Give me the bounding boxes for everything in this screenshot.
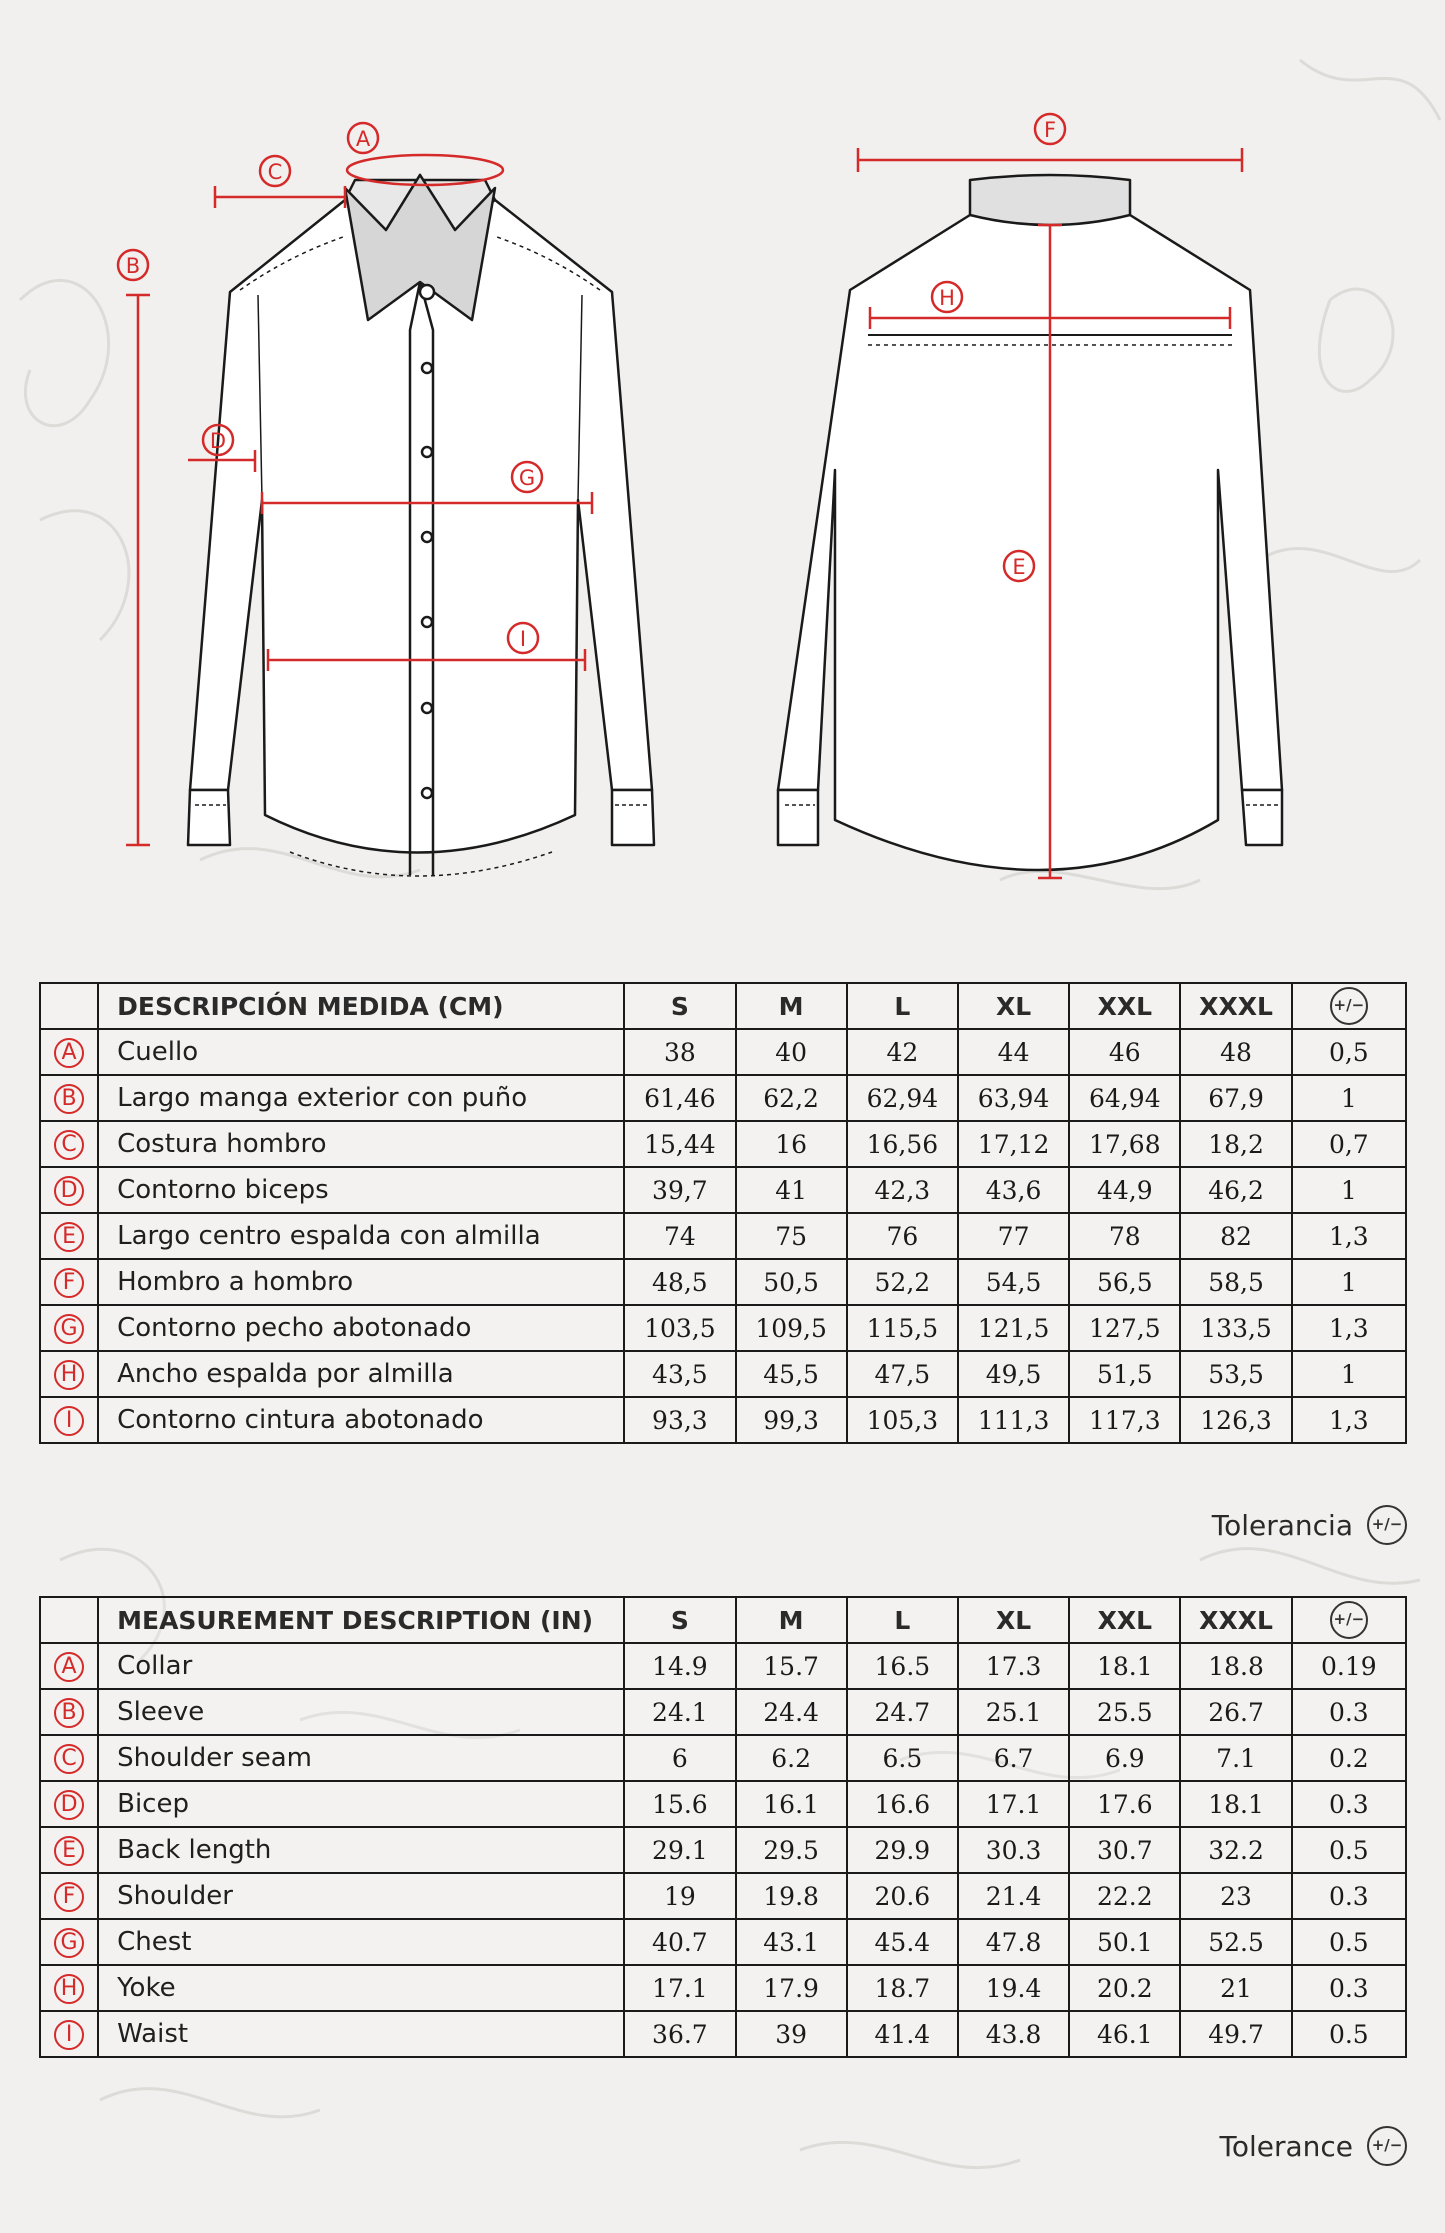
size-value-cell: 45,5 xyxy=(736,1351,847,1397)
size-value-cell: 58,5 xyxy=(1180,1259,1291,1305)
shirt-front-drawing xyxy=(188,175,654,876)
size-value-cell: 93,3 xyxy=(624,1397,735,1443)
table-row xyxy=(40,2011,1406,2057)
size-value-cell: 32.2 xyxy=(1180,1827,1291,1873)
measurement-description: Hombro a hombro xyxy=(98,1259,624,1305)
plus-minus-icon: +/− xyxy=(1330,1601,1368,1639)
tolerance-label: Tolerancia xyxy=(1211,1508,1353,1542)
size-value-cell: 47.8 xyxy=(958,1919,1069,1965)
row-letter-cell xyxy=(40,1213,98,1259)
tolerance-value-cell: 0.5 xyxy=(1292,2011,1406,2057)
header-size: XL xyxy=(958,983,1069,1029)
size-value-cell: 6.2 xyxy=(736,1735,847,1781)
measurement-letter-badge: D xyxy=(54,1176,84,1206)
row-letter-cell xyxy=(40,1827,98,1873)
size-value-cell: 16.1 xyxy=(736,1781,847,1827)
size-value-cell: 56,5 xyxy=(1069,1259,1180,1305)
size-value-cell: 20.6 xyxy=(847,1873,958,1919)
table-row xyxy=(40,1965,1406,2011)
tolerance-value-cell: 1 xyxy=(1292,1351,1406,1397)
table-header-row xyxy=(40,1597,1406,1643)
measurement-description: Chest xyxy=(98,1919,624,1965)
header-size: XL xyxy=(958,1597,1069,1643)
size-value-cell: 20.2 xyxy=(1069,1965,1180,2011)
tolerance-value-cell: 0.5 xyxy=(1292,1919,1406,1965)
measurement-letter-badge: A xyxy=(54,1652,84,1682)
size-value-cell: 46.1 xyxy=(1069,2011,1180,2057)
header-description: DESCRIPCIÓN MEDIDA (CM) xyxy=(98,983,624,1029)
tolerance-value-cell: 1 xyxy=(1292,1167,1406,1213)
table-row xyxy=(40,1397,1406,1443)
size-value-cell: 77 xyxy=(958,1213,1069,1259)
size-value-cell: 111,3 xyxy=(958,1397,1069,1443)
table-row xyxy=(40,1689,1406,1735)
measurement-letter-badge: H xyxy=(54,1360,84,1390)
size-value-cell: 17.9 xyxy=(736,1965,847,2011)
svg-text:B: B xyxy=(125,254,141,278)
size-value-cell: 24.1 xyxy=(624,1689,735,1735)
size-value-cell: 42 xyxy=(847,1029,958,1075)
size-value-cell: 49,5 xyxy=(958,1351,1069,1397)
row-letter-cell xyxy=(40,1029,98,1075)
label-c-badge xyxy=(260,156,290,186)
measurement-letter-badge: F xyxy=(54,1882,84,1912)
size-value-cell: 29.5 xyxy=(736,1827,847,1873)
header-size: L xyxy=(847,1597,958,1643)
size-value-cell: 23 xyxy=(1180,1873,1291,1919)
shirt-diagrams xyxy=(0,0,1445,900)
tolerance-value-cell: 0,7 xyxy=(1292,1121,1406,1167)
shirt-back-drawing xyxy=(778,175,1282,870)
size-value-cell: 50.1 xyxy=(1069,1919,1180,1965)
size-value-cell: 24.4 xyxy=(736,1689,847,1735)
header-size: XXL xyxy=(1069,1597,1180,1643)
tolerance-value-cell: 1 xyxy=(1292,1075,1406,1121)
size-value-cell: 115,5 xyxy=(847,1305,958,1351)
size-value-cell: 76 xyxy=(847,1213,958,1259)
header-size: XXXL xyxy=(1180,1597,1291,1643)
size-value-cell: 78 xyxy=(1069,1213,1180,1259)
header-size: XXL xyxy=(1069,983,1180,1029)
table-row xyxy=(40,1167,1406,1213)
size-value-cell: 17.6 xyxy=(1069,1781,1180,1827)
row-letter-cell xyxy=(40,1643,98,1689)
header-size: XXXL xyxy=(1180,983,1291,1029)
svg-text:C: C xyxy=(267,160,283,184)
size-value-cell: 15.7 xyxy=(736,1643,847,1689)
svg-text:G: G xyxy=(518,466,536,490)
size-value-cell: 43,6 xyxy=(958,1167,1069,1213)
size-value-cell: 63,94 xyxy=(958,1075,1069,1121)
tolerance-value-cell: 0.3 xyxy=(1292,1873,1406,1919)
size-value-cell: 39,7 xyxy=(624,1167,735,1213)
tolerance-value-cell: 0,5 xyxy=(1292,1029,1406,1075)
size-value-cell: 61,46 xyxy=(624,1075,735,1121)
size-value-cell: 48 xyxy=(1180,1029,1291,1075)
size-value-cell: 52,2 xyxy=(847,1259,958,1305)
measurement-letter-badge: G xyxy=(54,1314,84,1344)
measurement-letter-badge: C xyxy=(54,1130,84,1160)
size-value-cell: 52.5 xyxy=(1180,1919,1291,1965)
measurement-description: Contorno cintura abotonado xyxy=(98,1397,624,1443)
measurement-letter-badge: C xyxy=(54,1744,84,1774)
row-letter-cell xyxy=(40,1351,98,1397)
size-value-cell: 18.8 xyxy=(1180,1643,1291,1689)
measurement-description: Largo centro espalda con almilla xyxy=(98,1213,624,1259)
tolerance-value-cell: 0.19 xyxy=(1292,1643,1406,1689)
size-value-cell: 24.7 xyxy=(847,1689,958,1735)
measurement-letter-badge: D xyxy=(54,1790,84,1820)
size-value-cell: 25.1 xyxy=(958,1689,1069,1735)
header-size: M xyxy=(736,1597,847,1643)
table-row xyxy=(40,1213,1406,1259)
tolerance-label: Tolerance xyxy=(1219,2129,1353,2163)
size-value-cell: 62,94 xyxy=(847,1075,958,1121)
svg-text:H: H xyxy=(939,286,955,310)
measurement-description: Shoulder seam xyxy=(98,1735,624,1781)
size-value-cell: 19.4 xyxy=(958,1965,1069,2011)
row-letter-cell xyxy=(40,1919,98,1965)
size-value-cell: 47,5 xyxy=(847,1351,958,1397)
measurement-description: Largo manga exterior con puño xyxy=(98,1075,624,1121)
measurement-letter-badge: B xyxy=(54,1698,84,1728)
label-f-badge xyxy=(1035,114,1065,144)
size-value-cell: 99,3 xyxy=(736,1397,847,1443)
measurement-description: Cuello xyxy=(98,1029,624,1075)
size-value-cell: 75 xyxy=(736,1213,847,1259)
size-value-cell: 17.1 xyxy=(958,1781,1069,1827)
tolerance-value-cell: 0.2 xyxy=(1292,1735,1406,1781)
table-row xyxy=(40,1075,1406,1121)
size-value-cell: 121,5 xyxy=(958,1305,1069,1351)
size-value-cell: 43,5 xyxy=(624,1351,735,1397)
tolerance-value-cell: 1,3 xyxy=(1292,1397,1406,1443)
measurement-description: Shoulder xyxy=(98,1873,624,1919)
table-row xyxy=(40,1827,1406,1873)
size-value-cell: 30.7 xyxy=(1069,1827,1180,1873)
row-letter-cell xyxy=(40,2011,98,2057)
row-letter-cell xyxy=(40,1689,98,1735)
measurements-table-in xyxy=(39,1596,1407,2058)
measurement-letter-badge: H xyxy=(54,1974,84,2004)
table-row xyxy=(40,1259,1406,1305)
size-value-cell: 43.1 xyxy=(736,1919,847,1965)
measurement-description: Bicep xyxy=(98,1781,624,1827)
size-value-cell: 19.8 xyxy=(736,1873,847,1919)
header-tolerance xyxy=(1292,1597,1406,1643)
tolerance-value-cell: 1,3 xyxy=(1292,1305,1406,1351)
measurement-letter-badge: E xyxy=(54,1222,84,1252)
size-value-cell: 6.7 xyxy=(958,1735,1069,1781)
size-value-cell: 18,2 xyxy=(1180,1121,1291,1167)
row-letter-cell xyxy=(40,1259,98,1305)
header-size: S xyxy=(624,983,735,1029)
measurement-description: Back length xyxy=(98,1827,624,1873)
header-size: L xyxy=(847,983,958,1029)
row-letter-cell xyxy=(40,1305,98,1351)
row-letter-cell xyxy=(40,1735,98,1781)
size-value-cell: 64,94 xyxy=(1069,1075,1180,1121)
tolerance-value-cell: 0.3 xyxy=(1292,1689,1406,1735)
size-value-cell: 53,5 xyxy=(1180,1351,1291,1397)
size-value-cell: 105,3 xyxy=(847,1397,958,1443)
size-value-cell: 14.9 xyxy=(624,1643,735,1689)
measurement-description: Contorno biceps xyxy=(98,1167,624,1213)
size-value-cell: 18.1 xyxy=(1180,1781,1291,1827)
measurement-letter-badge: B xyxy=(54,1084,84,1114)
size-value-cell: 126,3 xyxy=(1180,1397,1291,1443)
size-value-cell: 62,2 xyxy=(736,1075,847,1121)
size-value-cell: 26.7 xyxy=(1180,1689,1291,1735)
size-value-cell: 40.7 xyxy=(624,1919,735,1965)
row-letter-cell xyxy=(40,1781,98,1827)
tolerance-value-cell: 1,3 xyxy=(1292,1213,1406,1259)
svg-text:F: F xyxy=(1043,118,1057,142)
svg-text:A: A xyxy=(355,127,371,151)
table-row xyxy=(40,1029,1406,1075)
size-value-cell: 6.9 xyxy=(1069,1735,1180,1781)
size-value-cell: 15.6 xyxy=(624,1781,735,1827)
size-value-cell: 17,68 xyxy=(1069,1121,1180,1167)
size-value-cell: 21.4 xyxy=(958,1873,1069,1919)
size-value-cell: 25.5 xyxy=(1069,1689,1180,1735)
size-value-cell: 36.7 xyxy=(624,2011,735,2057)
tolerance-value-cell: 0.3 xyxy=(1292,1965,1406,2011)
plus-minus-icon: +/− xyxy=(1367,2126,1407,2166)
plus-minus-icon: +/− xyxy=(1330,987,1368,1025)
row-letter-cell xyxy=(40,1965,98,2011)
row-letter-cell xyxy=(40,1075,98,1121)
size-value-cell: 29.1 xyxy=(624,1827,735,1873)
tolerance-value-cell: 1 xyxy=(1292,1259,1406,1305)
measurement-letter-badge: I xyxy=(54,2020,84,2050)
measurement-letter-badge: E xyxy=(54,1836,84,1866)
table-row xyxy=(40,1121,1406,1167)
size-value-cell: 7.1 xyxy=(1180,1735,1291,1781)
size-value-cell: 6.5 xyxy=(847,1735,958,1781)
table-row xyxy=(40,1781,1406,1827)
header-size: S xyxy=(624,1597,735,1643)
header-description: MEASUREMENT DESCRIPTION (IN) xyxy=(98,1597,624,1643)
size-value-cell: 74 xyxy=(624,1213,735,1259)
size-value-cell: 15,44 xyxy=(624,1121,735,1167)
size-value-cell: 103,5 xyxy=(624,1305,735,1351)
size-value-cell: 109,5 xyxy=(736,1305,847,1351)
size-value-cell: 39 xyxy=(736,2011,847,2057)
size-value-cell: 49.7 xyxy=(1180,2011,1291,2057)
row-letter-cell xyxy=(40,1873,98,1919)
label-b-badge xyxy=(118,250,148,280)
size-value-cell: 40 xyxy=(736,1029,847,1075)
table-row xyxy=(40,1919,1406,1965)
size-value-cell: 29.9 xyxy=(847,1827,958,1873)
plus-minus-icon: +/− xyxy=(1367,1505,1407,1545)
size-value-cell: 16,56 xyxy=(847,1121,958,1167)
measurement-letter-badge: G xyxy=(54,1928,84,1958)
size-value-cell: 19 xyxy=(624,1873,735,1919)
size-value-cell: 45.4 xyxy=(847,1919,958,1965)
size-value-cell: 117,3 xyxy=(1069,1397,1180,1443)
size-value-cell: 44,9 xyxy=(1069,1167,1180,1213)
size-value-cell: 46 xyxy=(1069,1029,1180,1075)
measurement-description: Yoke xyxy=(98,1965,624,2011)
size-value-cell: 50,5 xyxy=(736,1259,847,1305)
row-letter-cell xyxy=(40,1397,98,1443)
size-value-cell: 51,5 xyxy=(1069,1351,1180,1397)
measurement-description: Ancho espalda por almilla xyxy=(98,1351,624,1397)
svg-text:D: D xyxy=(209,429,227,453)
tolerance-value-cell: 0.3 xyxy=(1292,1781,1406,1827)
header-tolerance xyxy=(1292,983,1406,1029)
size-value-cell: 30.3 xyxy=(958,1827,1069,1873)
svg-text:I: I xyxy=(519,627,527,651)
tolerance-note-cm xyxy=(1212,1505,1407,1545)
size-value-cell: 18.7 xyxy=(847,1965,958,2011)
table-row xyxy=(40,1351,1406,1397)
header-size: M xyxy=(736,983,847,1029)
size-value-cell: 67,9 xyxy=(1180,1075,1291,1121)
measurements-table-cm xyxy=(39,982,1407,1444)
size-value-cell: 21 xyxy=(1180,1965,1291,2011)
size-value-cell: 18.1 xyxy=(1069,1643,1180,1689)
measurement-letter-badge: I xyxy=(54,1406,84,1436)
size-value-cell: 42,3 xyxy=(847,1167,958,1213)
size-value-cell: 44 xyxy=(958,1029,1069,1075)
measurement-letter-badge: F xyxy=(54,1268,84,1298)
size-value-cell: 38 xyxy=(624,1029,735,1075)
row-letter-cell xyxy=(40,1121,98,1167)
size-value-cell: 6 xyxy=(624,1735,735,1781)
row-letter-cell xyxy=(40,1167,98,1213)
size-value-cell: 133,5 xyxy=(1180,1305,1291,1351)
size-value-cell: 16.5 xyxy=(847,1643,958,1689)
table-header-row xyxy=(40,983,1406,1029)
tolerance-value-cell: 0.5 xyxy=(1292,1827,1406,1873)
size-value-cell: 17.1 xyxy=(624,1965,735,2011)
measurement-description: Waist xyxy=(98,2011,624,2057)
measurement-description: Contorno pecho abotonado xyxy=(98,1305,624,1351)
table-row xyxy=(40,1305,1406,1351)
size-value-cell: 16 xyxy=(736,1121,847,1167)
size-value-cell: 22.2 xyxy=(1069,1873,1180,1919)
size-value-cell: 82 xyxy=(1180,1213,1291,1259)
size-value-cell: 17,12 xyxy=(958,1121,1069,1167)
table-row xyxy=(40,1735,1406,1781)
header-letter-cell xyxy=(40,983,98,1029)
measurement-letter-badge: A xyxy=(54,1038,84,1068)
measurement-description: Collar xyxy=(98,1643,624,1689)
table-row xyxy=(40,1643,1406,1689)
measurement-description: Costura hombro xyxy=(98,1121,624,1167)
size-value-cell: 16.6 xyxy=(847,1781,958,1827)
table-row xyxy=(40,1873,1406,1919)
tolerance-note-in xyxy=(1219,2126,1407,2166)
measurement-description: Sleeve xyxy=(98,1689,624,1735)
size-value-cell: 54,5 xyxy=(958,1259,1069,1305)
size-value-cell: 43.8 xyxy=(958,2011,1069,2057)
header-letter-cell xyxy=(40,1597,98,1643)
size-value-cell: 17.3 xyxy=(958,1643,1069,1689)
size-value-cell: 41.4 xyxy=(847,2011,958,2057)
size-value-cell: 127,5 xyxy=(1069,1305,1180,1351)
svg-text:E: E xyxy=(1012,555,1026,579)
size-value-cell: 46,2 xyxy=(1180,1167,1291,1213)
label-a-badge xyxy=(348,123,378,153)
size-value-cell: 48,5 xyxy=(624,1259,735,1305)
size-value-cell: 41 xyxy=(736,1167,847,1213)
